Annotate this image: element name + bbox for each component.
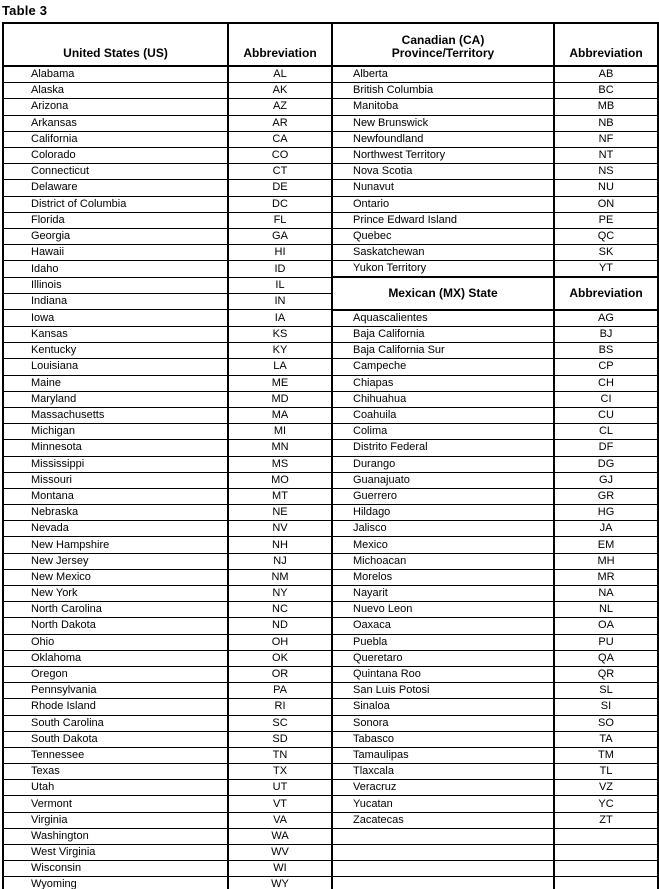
mx-abbr-cell: PU (554, 634, 658, 650)
us-state-cell: Rhode Island (3, 699, 228, 715)
us-state-cell: Montana (3, 488, 228, 504)
table-row (3, 66, 658, 83)
table-row (3, 456, 658, 472)
us-abbr-cell: TN (228, 747, 332, 763)
us-state-cell: Delaware (3, 180, 228, 196)
us-state-cell: Connecticut (3, 164, 228, 180)
mx-abbreviation-header: Abbreviation (554, 277, 658, 309)
ca-province-cell: Nunavut (332, 180, 554, 196)
table-row (3, 488, 658, 504)
mx-state-cell: Jalisco (332, 521, 554, 537)
mx-state-cell: Campeche (332, 359, 554, 375)
mx-abbr-cell: GJ (554, 472, 658, 488)
empty-cell (332, 861, 554, 877)
ca-province-cell: Quebec (332, 228, 554, 244)
mx-state-cell: Guanajuato (332, 472, 554, 488)
table-row (3, 164, 658, 180)
ca-province-cell: Ontario (332, 196, 554, 212)
ca-abbr-cell: NB (554, 115, 658, 131)
table-row (3, 391, 658, 407)
us-state-cell: Florida (3, 212, 228, 228)
us-state-cell: Alaska (3, 83, 228, 99)
empty-cell (554, 877, 658, 889)
mx-state-cell: Coahuila (332, 407, 554, 423)
mx-abbr-cell: TM (554, 747, 658, 763)
us-state-cell: North Carolina (3, 602, 228, 618)
mx-abbr-cell: CI (554, 391, 658, 407)
us-state-cell: Utah (3, 780, 228, 796)
empty-cell (554, 861, 658, 877)
mx-abbr-cell: YC (554, 796, 658, 812)
us-abbr-cell: OK (228, 650, 332, 666)
table-row (3, 359, 658, 375)
us-abbreviation-column-header: Abbreviation (228, 23, 332, 66)
us-abbr-cell: SD (228, 731, 332, 747)
empty-cell (332, 828, 554, 844)
table-row (3, 780, 658, 796)
mx-state-cell: Veracruz (332, 780, 554, 796)
us-abbr-cell: WI (228, 861, 332, 877)
us-state-cell: Iowa (3, 310, 228, 327)
mx-abbr-cell: NA (554, 586, 658, 602)
mx-abbr-cell: JA (554, 521, 658, 537)
us-abbr-cell: WY (228, 877, 332, 889)
empty-cell (554, 845, 658, 861)
us-state-cell: New Hampshire (3, 537, 228, 553)
mx-state-cell: Tamaulipas (332, 747, 554, 763)
mx-abbr-cell: TA (554, 731, 658, 747)
us-state-cell: Oklahoma (3, 650, 228, 666)
ca-abbr-cell: NF (554, 131, 658, 147)
page-title: Table 3 (2, 3, 48, 18)
us-state-cell: Mississippi (3, 456, 228, 472)
table-row (3, 277, 658, 293)
us-abbr-cell: WA (228, 828, 332, 844)
ca-abbr-cell: NS (554, 164, 658, 180)
mx-state-cell: Mexico (332, 537, 554, 553)
empty-cell (554, 828, 658, 844)
ca-abbr-cell: SK (554, 245, 658, 261)
table-row (3, 618, 658, 634)
us-state-cell: Colorado (3, 147, 228, 163)
empty-cell (332, 845, 554, 861)
us-state-cell: Texas (3, 764, 228, 780)
table-row (3, 731, 658, 747)
mx-state-cell: Queretaro (332, 650, 554, 666)
us-state-cell: West Virginia (3, 845, 228, 861)
mx-state-cell: Zacatecas (332, 812, 554, 828)
table-row (3, 196, 658, 212)
mx-abbr-cell: SO (554, 715, 658, 731)
us-state-cell: New Mexico (3, 569, 228, 585)
table-row (3, 715, 658, 731)
mx-abbr-cell: BJ (554, 327, 658, 343)
ca-header-line1: Canadian (CA) (401, 33, 485, 47)
table-row (3, 327, 658, 343)
ca-abbr-cell: BC (554, 83, 658, 99)
us-abbr-cell: MT (228, 488, 332, 504)
mx-state-cell: Durango (332, 456, 554, 472)
table-row (3, 83, 658, 99)
table-row (3, 650, 658, 666)
table-row (3, 115, 658, 131)
us-state-cell: Nebraska (3, 505, 228, 521)
us-state-cell: Maine (3, 375, 228, 391)
table-row (3, 407, 658, 423)
us-abbr-cell: MS (228, 456, 332, 472)
mx-state-cell: Baja California Sur (332, 343, 554, 359)
us-abbr-cell: VT (228, 796, 332, 812)
table-row (3, 602, 658, 618)
us-abbr-cell: NE (228, 505, 332, 521)
mx-section-header: Mexican (MX) State (332, 277, 554, 309)
us-state-cell: Massachusetts (3, 407, 228, 423)
ca-column-header (332, 23, 554, 66)
us-state-cell: New York (3, 586, 228, 602)
mx-abbr-cell: CU (554, 407, 658, 423)
us-abbr-cell: GA (228, 228, 332, 244)
us-abbr-cell: RI (228, 699, 332, 715)
mx-state-cell: Aquascalientes (332, 310, 554, 327)
table-row (3, 375, 658, 391)
mx-abbr-cell: CL (554, 424, 658, 440)
table-row (3, 537, 658, 553)
mx-abbr-cell: SL (554, 683, 658, 699)
us-state-cell: Alabama (3, 66, 228, 83)
us-abbr-cell: CT (228, 164, 332, 180)
us-state-cell: Wisconsin (3, 861, 228, 877)
us-abbr-cell: NM (228, 569, 332, 585)
table-row (3, 505, 658, 521)
table-row (3, 764, 658, 780)
us-state-cell: Ohio (3, 634, 228, 650)
us-abbr-cell: MA (228, 407, 332, 423)
ca-province-cell: Alberta (332, 66, 554, 83)
mx-abbr-cell: DF (554, 440, 658, 456)
mx-abbr-cell: EM (554, 537, 658, 553)
us-abbr-cell: IL (228, 277, 332, 293)
mx-abbr-cell: OA (554, 618, 658, 634)
us-abbr-cell: CA (228, 131, 332, 147)
us-state-cell: South Dakota (3, 731, 228, 747)
us-state-cell: Louisiana (3, 359, 228, 375)
us-abbr-cell: ID (228, 261, 332, 278)
us-abbr-cell: KS (228, 327, 332, 343)
ca-abbr-cell: ON (554, 196, 658, 212)
us-abbr-cell: SC (228, 715, 332, 731)
us-abbr-cell: FL (228, 212, 332, 228)
us-state-cell: New Jersey (3, 553, 228, 569)
us-abbr-cell: NJ (228, 553, 332, 569)
us-state-cell: California (3, 131, 228, 147)
mx-state-cell: Michoacan (332, 553, 554, 569)
us-state-cell: Michigan (3, 424, 228, 440)
table-row (3, 440, 658, 456)
us-state-cell: Idaho (3, 261, 228, 278)
mx-state-cell: Sinaloa (332, 699, 554, 715)
table-row (3, 147, 658, 163)
mx-abbr-cell: MR (554, 569, 658, 585)
us-abbr-cell: AZ (228, 99, 332, 115)
us-state-cell: Minnesota (3, 440, 228, 456)
table-row (3, 228, 658, 244)
table-row (3, 683, 658, 699)
us-state-cell: Kansas (3, 327, 228, 343)
us-abbr-cell: PA (228, 683, 332, 699)
ca-abbr-cell: NU (554, 180, 658, 196)
ca-abbreviation-column-header: Abbreviation (554, 23, 658, 66)
us-state-cell: Indiana (3, 294, 228, 310)
table-row (3, 877, 658, 889)
us-state-cell: Illinois (3, 277, 228, 293)
ca-abbr-cell: QC (554, 228, 658, 244)
mx-abbr-cell: NL (554, 602, 658, 618)
table-row (3, 310, 658, 327)
ca-abbr-cell: PE (554, 212, 658, 228)
us-abbr-cell: MO (228, 472, 332, 488)
mx-state-cell: Tlaxcala (332, 764, 554, 780)
mx-abbr-cell: MH (554, 553, 658, 569)
us-column-header: United States (US) (3, 23, 228, 66)
us-abbr-cell: HI (228, 245, 332, 261)
table-row (3, 666, 658, 682)
us-abbr-cell: IN (228, 294, 332, 310)
us-abbr-cell: AL (228, 66, 332, 83)
mx-abbr-cell: QA (554, 650, 658, 666)
ca-province-cell: British Columbia (332, 83, 554, 99)
table-row (3, 861, 658, 877)
table-row (3, 472, 658, 488)
mx-abbr-cell: GR (554, 488, 658, 504)
header-row (3, 23, 658, 66)
table-row (3, 424, 658, 440)
mx-abbr-cell: AG (554, 310, 658, 327)
us-state-cell: North Dakota (3, 618, 228, 634)
ca-province-cell: New Brunswick (332, 115, 554, 131)
table-row (3, 212, 658, 228)
table-row (3, 812, 658, 828)
us-abbr-cell: KY (228, 343, 332, 359)
us-state-cell: Tennessee (3, 747, 228, 763)
mx-abbr-cell: QR (554, 666, 658, 682)
us-state-cell: Kentucky (3, 343, 228, 359)
mx-abbr-cell: DG (554, 456, 658, 472)
mx-abbr-cell: VZ (554, 780, 658, 796)
mx-state-cell: Yucatan (332, 796, 554, 812)
table-row (3, 553, 658, 569)
us-abbr-cell: CO (228, 147, 332, 163)
us-abbr-cell: NH (228, 537, 332, 553)
us-abbr-cell: VA (228, 812, 332, 828)
table-row (3, 699, 658, 715)
us-abbr-cell: IA (228, 310, 332, 327)
mx-state-cell: Colima (332, 424, 554, 440)
mx-state-cell: Guerrero (332, 488, 554, 504)
us-abbr-cell: NC (228, 602, 332, 618)
us-abbr-cell: DC (228, 196, 332, 212)
mx-state-cell: San Luis Potosi (332, 683, 554, 699)
mx-state-cell: Puebla (332, 634, 554, 650)
us-state-cell: Oregon (3, 666, 228, 682)
ca-province-cell: Yukon Territory (332, 261, 554, 278)
us-abbr-cell: TX (228, 764, 332, 780)
table-row (3, 569, 658, 585)
table-row (3, 245, 658, 261)
mx-state-cell: Morelos (332, 569, 554, 585)
mx-state-cell: Chiapas (332, 375, 554, 391)
table-row (3, 828, 658, 844)
table-row (3, 261, 658, 278)
us-abbr-cell: WV (228, 845, 332, 861)
us-abbr-cell: MN (228, 440, 332, 456)
state-abbreviation-table (2, 22, 659, 889)
mx-state-cell: Nayarit (332, 586, 554, 602)
ca-abbr-cell: NT (554, 147, 658, 163)
table-row (3, 521, 658, 537)
mx-abbr-cell: ZT (554, 812, 658, 828)
mx-state-cell: Oaxaca (332, 618, 554, 634)
mx-abbr-cell: CP (554, 359, 658, 375)
us-abbr-cell: UT (228, 780, 332, 796)
table-body (3, 66, 658, 889)
us-abbr-cell: LA (228, 359, 332, 375)
us-abbr-cell: AK (228, 83, 332, 99)
us-abbr-cell: DE (228, 180, 332, 196)
ca-province-cell: Newfoundland (332, 131, 554, 147)
mx-state-cell: Hildago (332, 505, 554, 521)
us-state-cell: Wyoming (3, 877, 228, 889)
us-state-cell: District of Columbia (3, 196, 228, 212)
mx-state-cell: Baja California (332, 327, 554, 343)
table-row (3, 131, 658, 147)
table-row (3, 796, 658, 812)
ca-province-cell: Prince Edward Island (332, 212, 554, 228)
us-state-cell: Virginia (3, 812, 228, 828)
us-abbr-cell: NV (228, 521, 332, 537)
mx-abbr-cell: CH (554, 375, 658, 391)
ca-abbr-cell: AB (554, 66, 658, 83)
ca-province-cell: Northwest Territory (332, 147, 554, 163)
us-state-cell: Maryland (3, 391, 228, 407)
ca-province-cell: Nova Scotia (332, 164, 554, 180)
ca-header-line2: Province/Territory (391, 46, 495, 60)
us-state-cell: Georgia (3, 228, 228, 244)
ca-abbr-cell: YT (554, 261, 658, 278)
us-state-cell: Arizona (3, 99, 228, 115)
us-abbr-cell: ND (228, 618, 332, 634)
mx-abbr-cell: HG (554, 505, 658, 521)
table-row (3, 180, 658, 196)
ca-province-cell: Manitoba (332, 99, 554, 115)
us-abbr-cell: OR (228, 666, 332, 682)
mx-state-cell: Quintana Roo (332, 666, 554, 682)
us-abbr-cell: NY (228, 586, 332, 602)
mx-abbr-cell: BS (554, 343, 658, 359)
mx-abbr-cell: TL (554, 764, 658, 780)
mx-state-cell: Sonora (332, 715, 554, 731)
us-abbr-cell: ME (228, 375, 332, 391)
table-row (3, 586, 658, 602)
us-abbr-cell: OH (228, 634, 332, 650)
mx-abbr-cell: SI (554, 699, 658, 715)
us-state-cell: Pennsylvania (3, 683, 228, 699)
ca-province-cell: Saskatchewan (332, 245, 554, 261)
us-state-cell: Vermont (3, 796, 228, 812)
table-row (3, 343, 658, 359)
us-state-cell: Hawaii (3, 245, 228, 261)
mx-state-cell: Distrito Federal (332, 440, 554, 456)
table-row (3, 634, 658, 650)
us-state-cell: Missouri (3, 472, 228, 488)
table-row (3, 99, 658, 115)
us-abbr-cell: MD (228, 391, 332, 407)
mx-state-cell: Nuevo Leon (332, 602, 554, 618)
us-abbr-cell: MI (228, 424, 332, 440)
table-row (3, 747, 658, 763)
mx-state-cell: Tabasco (332, 731, 554, 747)
us-state-cell: Arkansas (3, 115, 228, 131)
empty-cell (332, 877, 554, 889)
us-state-cell: Nevada (3, 521, 228, 537)
ca-abbr-cell: MB (554, 99, 658, 115)
us-abbr-cell: AR (228, 115, 332, 131)
us-state-cell: South Carolina (3, 715, 228, 731)
table-row (3, 845, 658, 861)
mx-state-cell: Chihuahua (332, 391, 554, 407)
us-state-cell: Washington (3, 828, 228, 844)
